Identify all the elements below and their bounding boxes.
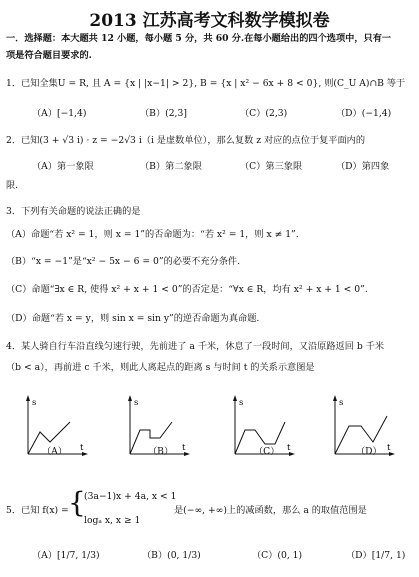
q3-option-c: （C）命题“∃x ∈ R, 使得 x² + x + 1 < 0”的否定是：“∀x ∈ R，均有 x² + x + 1 < 0”. [6,284,368,295]
q1-stem: 1．已知全集U = R, 且 A = {x | |x−1| > 2}, B = {x | x² − 6x + 8 < 0}, 则(C_U A)∩B 等于 [6,78,406,89]
q1-option-a: （A）[−1,4) [32,108,87,119]
q3-option-b: （B）“x = −1”是“x² − 5x − 6 = 0”的必要不充分条件. [6,256,240,267]
q5-suffix: 是(−∞, +∞)上的减函数，那么 a 的取值范围是 [174,505,367,516]
q2-option-d-wrap: 限. [6,180,19,191]
q5-case1: (3a−1)x + 4a, x < 1 [84,491,177,502]
q3-option-d: （D）命题“若 x = y，则 sin x = sin y”的逆否命题为真命题. [6,313,260,324]
axis-label-s: s [32,398,37,408]
axis-label-s: s [339,398,344,408]
q1-option-d: （D）(−1,4) [336,108,392,119]
q4-line1: 4．某人骑自行车沿直线匀速行驶，先前进了 a 千米，休息了一段时间，又沿原路返回 b 千米 [6,341,385,352]
axis-label-s: s [134,398,139,408]
q2-option-c: （C）第三象限 [240,161,303,172]
q5-option-c: （C）(0, 1) [252,550,303,561]
axis-label-t: t [182,443,186,453]
q5-option-b: （B）(0, 1/3) [142,550,201,561]
q1-option-c: （C）(2,3) [240,108,288,119]
q4-label-c: （C） [254,446,280,457]
q4-label-b: （B） [148,446,174,457]
q2-option-d: （D）第四象 [336,161,390,172]
axis-label-s: s [239,398,244,408]
q4-label-d: （D） [356,446,382,457]
q5-prefix: 5．已知 f(x) = [6,505,69,516]
q5-case2: logₐ x, x ≥ 1 [84,515,141,526]
q5-option-d: （D）[1/7, 1) [346,550,406,561]
section-heading-line2: 项是符合题目要求的. [6,50,92,61]
q2-option-a: （A）第一象限 [32,161,94,172]
q3-stem: 3．下列有关命题的说法正确的是 [6,206,141,217]
q3-option-a: （A）命题“若 x² = 1，则 x = 1”的否命题为：“若 x² = 1，则 x ≠ 1”. [6,229,299,240]
q5-brace: { [68,486,86,519]
q2-option-b: （B）第二象限 [140,161,202,172]
page-title: 2013 江苏高考文科数学模拟卷 [89,11,330,31]
q4-line2: （b < a），再前进 c 千米，则此人离起点的距离 s 与时间 t 的关系示意图是 [6,362,315,373]
q2-stem: 2．已知(3 + √3 i) · z = −2√3 i（i 是虚数单位），那么复数 z 对应的点位于复平面内的 [6,135,366,146]
axis-label-t: t [387,443,391,453]
q5-option-a: （A）[1/7, 1/3) [32,550,100,561]
axis-label-t: t [287,443,291,453]
section-heading-line1: 一．选择题：本大题共 12 小题，每小题 5 分，共 60 分.在每小题给出的四个选项中，只有一 [6,33,392,44]
axis-label-t: t [80,443,84,453]
q1-option-b: （B）(2,3] [140,108,187,119]
q4-label-a: （A） [42,446,68,457]
